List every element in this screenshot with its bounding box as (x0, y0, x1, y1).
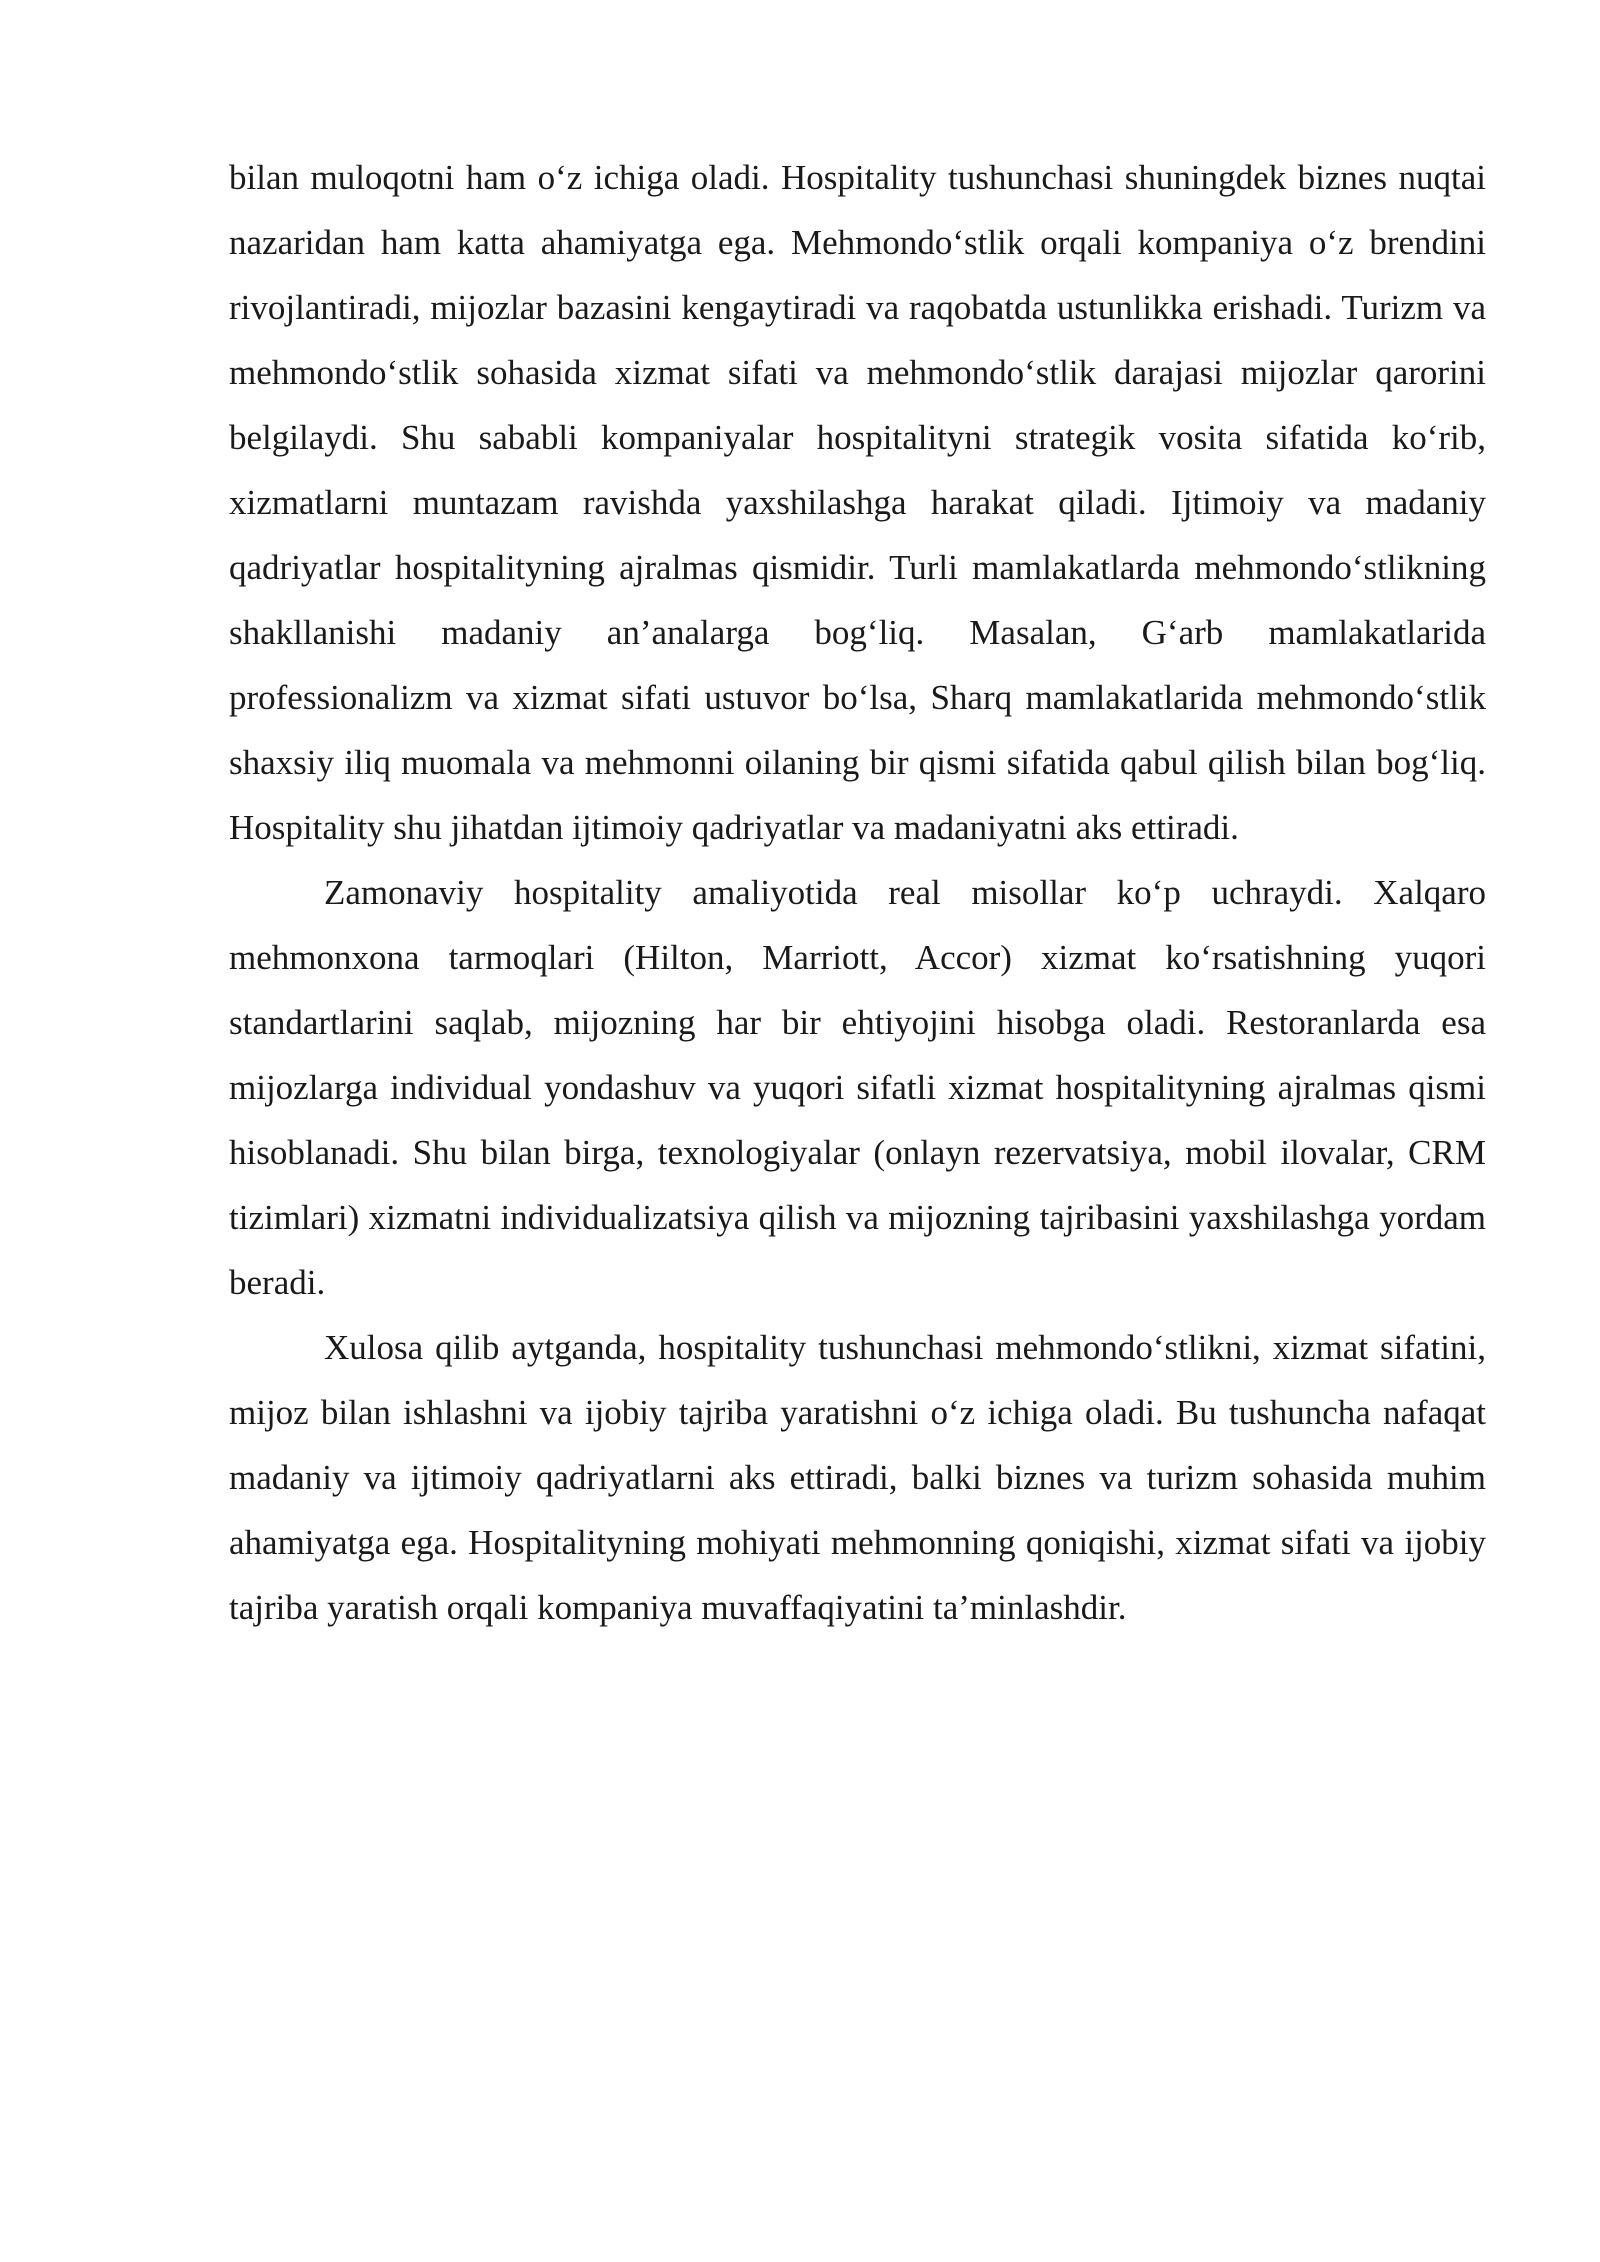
document-body (229, 145, 1486, 1640)
paragraph-continuation: bilan muloqotni ham o‘z ichiga oladi. Hospitality tushunchasi shuningdek biznes nuqtai nazaridan ham katta ahamiyatga ega. Mehmondo‘stlik orqali kompaniya o‘z brendini rivojlantiradi, mijozlar bazasini kengaytiradi va raqobatda ustunlikka erishadi. Turizm va mehmondo‘stlik sohasida xizmat sifati va mehmondo‘stlik darajasi mijozlar qarorini belgilaydi. Shu sababli kompaniyalar hospitalityni strategik vosita sifatida ko‘rib, xizmatlarni muntazam ravishda yaxshilashga harakat qiladi. Ijtimoiy va madaniy qadriyatlar hospitalityning ajralmas qismidir. Turli mamlakatlarda mehmondo‘stlikning shakllanishi madaniy an’analarga bog‘liq. Masalan, G‘arb mamlakatlarida professionalizm va xizmat sifati ustuvor bo‘lsa, Sharq mamlakatlarida mehmondo‘stlik shaxsiy iliq muomala va mehmonni oilaning bir qismi sifatida qabul qilish bilan bog‘liq. Hospitality shu jihatdan ijtimoiy qadriyatlar va madaniyatni aks ettiradi. (229, 158, 1486, 847)
paragraph-conclusion: Xulosa qilib aytganda, hospitality tushunchasi mehmondo‘stlikni, xizmat sifatini, mijoz bilan ishlashni va ijobiy tajriba yaratishni o‘z ichiga oladi. Bu tushuncha nafaqat madaniy va ijtimoiy qadriyatlarni aks ettiradi, balki biznes va turizm sohasida muhim ahamiyatga ega. Hospitalityning mohiyati mehmonning qoniqishi, xizmat sifati va ijobiy tajriba yaratish orqali kompaniya muvaffaqiyatini ta’minlashdir. (229, 1328, 1486, 1627)
paragraph-modern-practice: Zamonaviy hospitality amaliyotida real misollar ko‘p uchraydi. Xalqaro mehmonxona tarmoqlari (Hilton, Marriott, Accor) xizmat ko‘rsatishning yuqori standartlarini saqlab, mijozning har bir ehtiyojini hisobga oladi. Restoranlarda esa mijozlarga individual yondashuv va yuqori sifatli xizmat hospitalityning ajralmas qismi hisoblanadi. Shu bilan birga, texnologiyalar (onlayn rezervatsiya, mobil ilovalar, CRM tizimlari) xizmatni individualizatsiya qilish va mijozning tajribasini yaxshilashga yordam beradi. (229, 873, 1486, 1302)
